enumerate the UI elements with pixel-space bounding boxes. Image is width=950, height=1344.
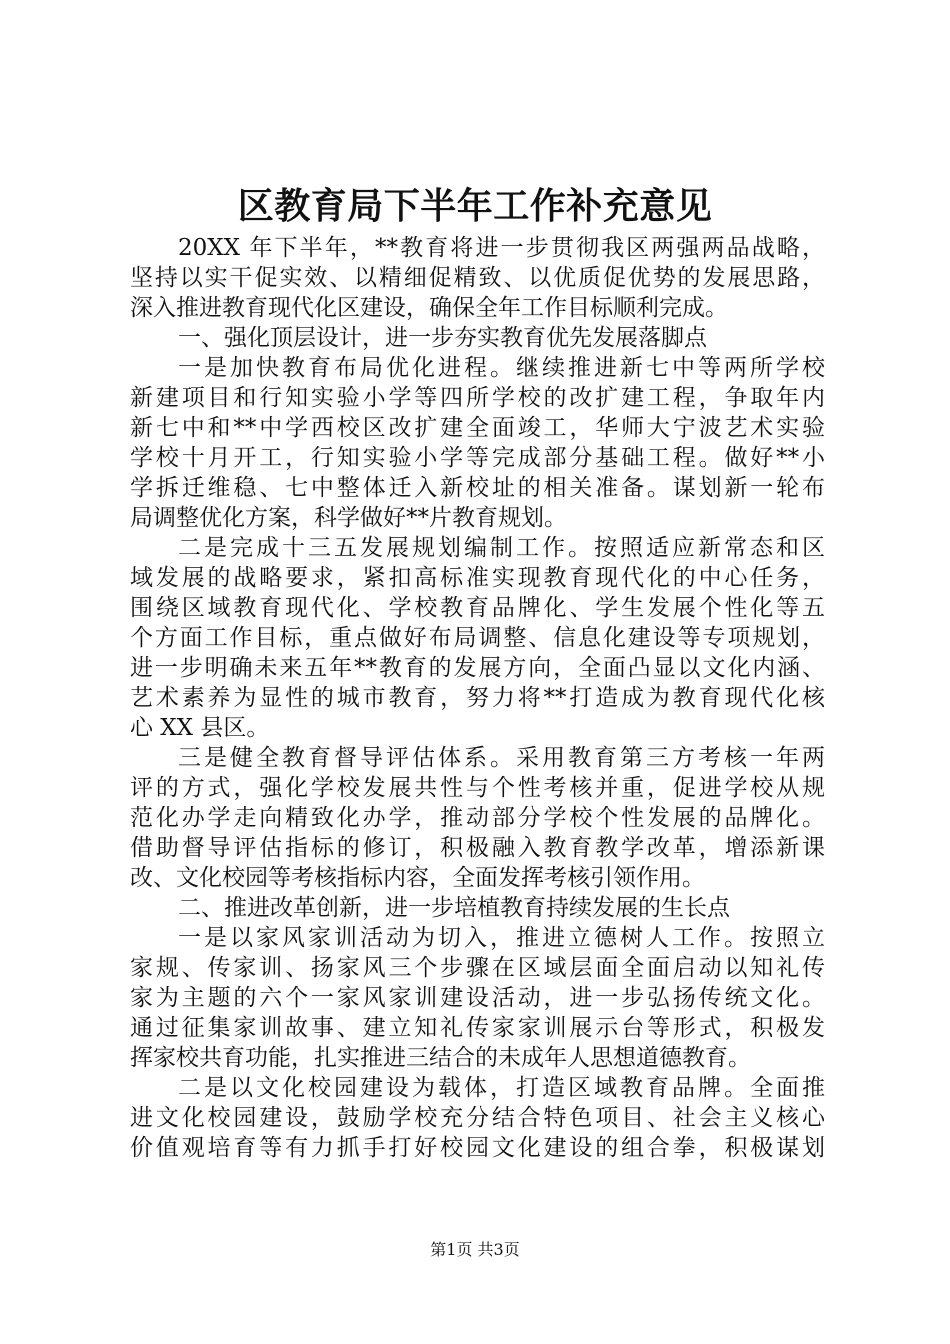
text-line: 新建项目和行知实验小学等四所学校的改扩建工程，争取年内	[130, 385, 825, 411]
text-line: 个方面工作目标，重点做好布局调整、信息化建设等专项规划，	[130, 625, 825, 651]
text-line: 局调整优化方案，科学做好**片教育规划。	[130, 505, 567, 531]
document-title: 区教育局下半年工作补充意见	[237, 185, 713, 227]
text-line: 二是完成十三五发展规划编制工作。按照适应新常态和区	[178, 535, 825, 561]
text-line: 20XX 年下半年，**教育将进一步贯彻我区两强两品战略，	[178, 235, 825, 261]
text-line: 新七中和**中学西校区改扩建全面竣工，华师大宁波艺术实验	[130, 415, 825, 441]
text-line: 二、推进改革创新，进一步培植教育持续发展的生长点	[178, 895, 730, 921]
text-line: 学校十月开工，行知实验小学等完成部分基础工程。做好**小	[130, 445, 825, 471]
text-line: 价值观培育等有力抓手打好校园文化建设的组合拳，积极谋划	[130, 1135, 825, 1161]
text-line: 改、文化校园等考核指标内容，全面发挥考核引领作用。	[130, 865, 705, 891]
text-line: 三是健全教育督导评估体系。采用教育第三方考核一年两	[178, 745, 825, 771]
text-line: 围绕区域教育现代化、学校教育品牌化、学生发展个性化等五	[130, 595, 825, 621]
text-line: 范化办学走向精致化办学，推动部分学校个性发展的品牌化。	[130, 805, 825, 831]
text-line: 深入推进教育现代化区建设，确保全年工作目标顺利完成。	[130, 295, 728, 321]
document-body	[130, 233, 825, 1163]
page-footer: 第1页 共3页	[430, 1240, 520, 1259]
text-line: 家为主题的六个一家风家训建设活动，进一步弘扬传统文化。	[130, 985, 825, 1011]
text-line: 学拆迁维稳、七中整体迁入新校址的相关准备。谋划新一轮布	[130, 475, 825, 501]
text-line: 一是以家风家训活动为切入，推进立德树人工作。按照立	[178, 925, 825, 951]
text-line: 评的方式，强化学校发展共性与个性考核并重，促进学校从规	[130, 775, 825, 801]
text-line: 一、强化顶层设计，进一步夯实教育优先发展落脚点	[178, 325, 707, 351]
text-line: 进文化校园建设，鼓励学校充分结合特色项目、社会主义核心	[130, 1105, 825, 1131]
text-line: 艺术素养为显性的城市教育，努力将**打造成为教育现代化核	[130, 685, 825, 711]
text-line: 坚持以实干促实效、以精细促精致、以优质促优势的发展思路，	[130, 265, 825, 291]
text-line: 进一步明确未来五年**教育的发展方向，全面凸显以文化内涵、	[130, 655, 825, 681]
text-line: 家规、传家训、扬家风三个步骤在区域层面全面启动以知礼传	[130, 955, 825, 981]
text-line: 挥家校共育功能，扎实推进三结合的未成年人思想道德教育。	[130, 1045, 751, 1071]
text-line: 借助督导评估指标的修订，积极融入教育教学改革，增添新课	[130, 835, 825, 861]
text-line: 通过征集家训故事、建立知礼传家家训展示台等形式，积极发	[130, 1015, 825, 1041]
text-line: 域发展的战略要求，紧扣高标准实现教育现代化的中心任务，	[130, 565, 825, 591]
text-line: 二是以文化校园建设为载体，打造区域教育品牌。全面推	[178, 1075, 825, 1101]
text-line: 心 XX 县区。	[130, 715, 270, 741]
text-line: 一是加快教育布局优化进程。继续推进新七中等两所学校	[178, 355, 825, 381]
